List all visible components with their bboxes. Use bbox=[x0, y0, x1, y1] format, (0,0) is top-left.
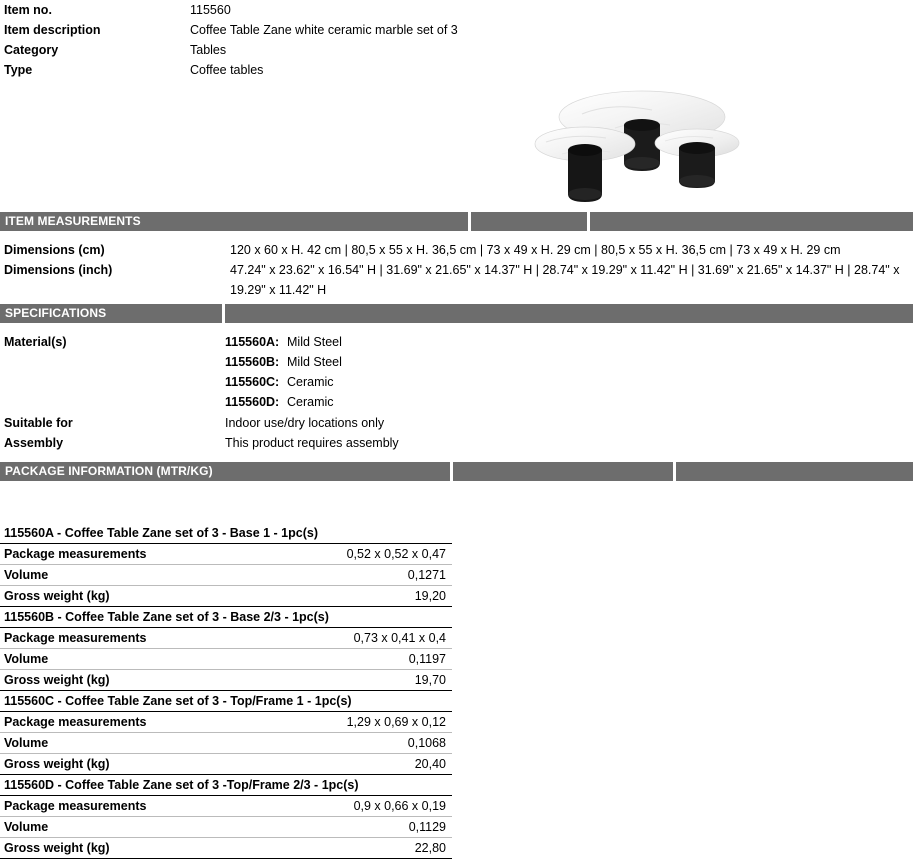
section-bar-filler-3 bbox=[225, 304, 913, 323]
material-row-3 bbox=[0, 392, 913, 412]
package-line-weight-c bbox=[0, 754, 452, 775]
material-code-0: 115560A: bbox=[225, 335, 280, 349]
label-materials: Material(s) bbox=[4, 335, 67, 349]
package-value-volume-b: 0,1197 bbox=[408, 652, 446, 666]
package-value-volume-d: 0,1129 bbox=[408, 820, 446, 834]
package-key-measurements-d: Package measurements bbox=[4, 799, 147, 813]
package-key-measurements-b: Package measurements bbox=[4, 631, 147, 645]
dimensions-block bbox=[0, 231, 913, 300]
label-item-description: Item description bbox=[4, 23, 101, 37]
label-dimensions-inch: Dimensions (inch) bbox=[4, 263, 113, 277]
value-dimensions-cm: 120 x 60 x H. 42 cm | 80,5 x 55 x H. 36,5 cm | 73 x 49 x H. 29 cm | 80,5 x 55 x H. 36,5 cm | 73 x 49 x H. 29 cm bbox=[230, 243, 841, 257]
material-value-0: Mild Steel bbox=[287, 335, 342, 349]
package-value-weight-c: 20,40 bbox=[414, 757, 446, 771]
package-value-weight-d: 22,80 bbox=[414, 841, 446, 855]
material-value-3: Ceramic bbox=[287, 395, 334, 409]
section-title-specifications: SPECIFICATIONS bbox=[0, 304, 222, 323]
package-key-volume-d: Volume bbox=[4, 820, 49, 834]
value-suitable-for: Indoor use/dry locations only bbox=[225, 416, 385, 430]
package-value-volume-a: 0,1271 bbox=[407, 568, 446, 582]
value-item-description: Coffee Table Zane white ceramic marble set of 3 bbox=[190, 23, 458, 37]
package-title-c: 115560C - Coffee Table Zane set of 3 - Top/Frame 1 - 1pc(s) bbox=[0, 691, 452, 712]
section-bar-filler-2 bbox=[590, 212, 913, 231]
package-key-weight-a: Gross weight (kg) bbox=[4, 589, 110, 603]
material-row-2 bbox=[0, 372, 913, 392]
material-value-2: Ceramic bbox=[287, 375, 334, 389]
item-header-block bbox=[0, 0, 913, 80]
package-value-weight-a: 19,20 bbox=[414, 589, 446, 603]
package-key-measurements-c: Package measurements bbox=[4, 715, 147, 729]
package-title-b: 115560B - Coffee Table Zane set of 3 - Base 2/3 - 1pc(s) bbox=[0, 607, 452, 628]
package-line-volume-b bbox=[0, 649, 452, 670]
label-dimensions-cm: Dimensions (cm) bbox=[4, 243, 105, 257]
package-line-weight-a bbox=[0, 586, 452, 607]
suitable-for-row bbox=[0, 413, 913, 433]
package-value-measurements-a: 0,52 x 0,52 x 0,47 bbox=[346, 547, 446, 561]
label-assembly: Assembly bbox=[4, 436, 64, 450]
specifications-block bbox=[0, 323, 913, 453]
package-title-d: 115560D - Coffee Table Zane set of 3 -Top/Frame 2/3 - 1pc(s) bbox=[0, 775, 452, 796]
label-category: Category bbox=[4, 43, 59, 57]
package-group-b bbox=[0, 607, 452, 691]
section-bar-package-information bbox=[0, 462, 913, 481]
package-value-weight-b: 19,70 bbox=[414, 673, 446, 687]
material-label-spacer-2 bbox=[0, 372, 225, 392]
header-row-category bbox=[0, 40, 913, 60]
package-group-a bbox=[0, 523, 452, 607]
package-key-measurements-a: Package measurements bbox=[4, 547, 147, 561]
package-key-volume-c: Volume bbox=[4, 736, 49, 750]
label-suitable-for: Suitable for bbox=[4, 416, 73, 430]
material-row-1 bbox=[0, 352, 913, 372]
package-line-volume-c bbox=[0, 733, 452, 754]
package-line-measurements-a bbox=[0, 544, 452, 565]
value-category: Tables bbox=[190, 43, 227, 57]
header-row-type bbox=[0, 60, 913, 80]
package-line-measurements-d bbox=[0, 796, 452, 817]
dimensions-cm-row bbox=[0, 240, 913, 260]
package-key-weight-c: Gross weight (kg) bbox=[4, 757, 110, 771]
package-key-volume-a: Volume bbox=[4, 568, 49, 582]
package-line-measurements-c bbox=[0, 712, 452, 733]
package-title-a: 115560A - Coffee Table Zane set of 3 - Base 1 - 1pc(s) bbox=[0, 523, 452, 544]
section-bar-filler-1 bbox=[471, 212, 587, 231]
section-bar-item-measurements bbox=[0, 212, 913, 231]
package-value-volume-c: 0,1068 bbox=[407, 736, 446, 750]
label-type: Type bbox=[4, 63, 33, 77]
package-line-weight-d bbox=[0, 838, 452, 859]
value-dimensions-inch: 47.24" x 23.62" x 16.54" H | 31.69" x 21.65" x 14.37" H | 28.74" x 19.29" x 11.42" H | 31.69" x 21.65" x 14.37" H | 28.74" x 19.29" x 11.42" H bbox=[230, 263, 900, 297]
value-item-no: 115560 bbox=[190, 3, 231, 17]
dimensions-inch-row bbox=[0, 260, 913, 300]
section-bar-filler-5 bbox=[676, 462, 913, 481]
material-code-1: 115560B: bbox=[225, 355, 280, 369]
label-item-no: Item no. bbox=[4, 3, 52, 17]
package-value-measurements-d: 0,9 x 0,66 x 0,19 bbox=[353, 799, 446, 813]
material-value-1: Mild Steel bbox=[287, 355, 342, 369]
header-row-item-no bbox=[0, 0, 913, 20]
package-line-weight-b bbox=[0, 670, 452, 691]
material-label-spacer-3 bbox=[0, 392, 225, 412]
header-row-item-description bbox=[0, 20, 913, 40]
value-type: Coffee tables bbox=[190, 63, 264, 77]
section-title-item-measurements: ITEM MEASUREMENTS bbox=[0, 212, 468, 231]
material-row-0 bbox=[0, 332, 913, 352]
material-code-2: 115560C: bbox=[225, 375, 280, 389]
material-code-3: 115560D: bbox=[225, 395, 280, 409]
package-key-weight-b: Gross weight (kg) bbox=[4, 673, 110, 687]
package-value-measurements-c: 1,29 x 0,69 x 0,12 bbox=[346, 715, 446, 729]
package-line-measurements-b bbox=[0, 628, 452, 649]
assembly-row bbox=[0, 433, 913, 453]
package-key-volume-b: Volume bbox=[4, 652, 49, 666]
package-key-weight-d: Gross weight (kg) bbox=[4, 841, 110, 855]
value-assembly: This product requires assembly bbox=[225, 436, 399, 450]
section-bar-filler-4 bbox=[453, 462, 673, 481]
product-image-area bbox=[0, 80, 913, 212]
product-image bbox=[520, 80, 750, 210]
package-information-block bbox=[0, 481, 913, 859]
package-line-volume-a bbox=[0, 565, 452, 586]
material-label-spacer-1 bbox=[0, 352, 225, 372]
section-title-package-information: PACKAGE INFORMATION (MTR/KG) bbox=[0, 462, 450, 481]
package-group-d bbox=[0, 775, 452, 859]
section-bar-specifications bbox=[0, 304, 913, 323]
package-line-volume-d bbox=[0, 817, 452, 838]
package-group-c bbox=[0, 691, 452, 775]
package-value-measurements-b: 0,73 x 0,41 x 0,4 bbox=[353, 631, 446, 645]
